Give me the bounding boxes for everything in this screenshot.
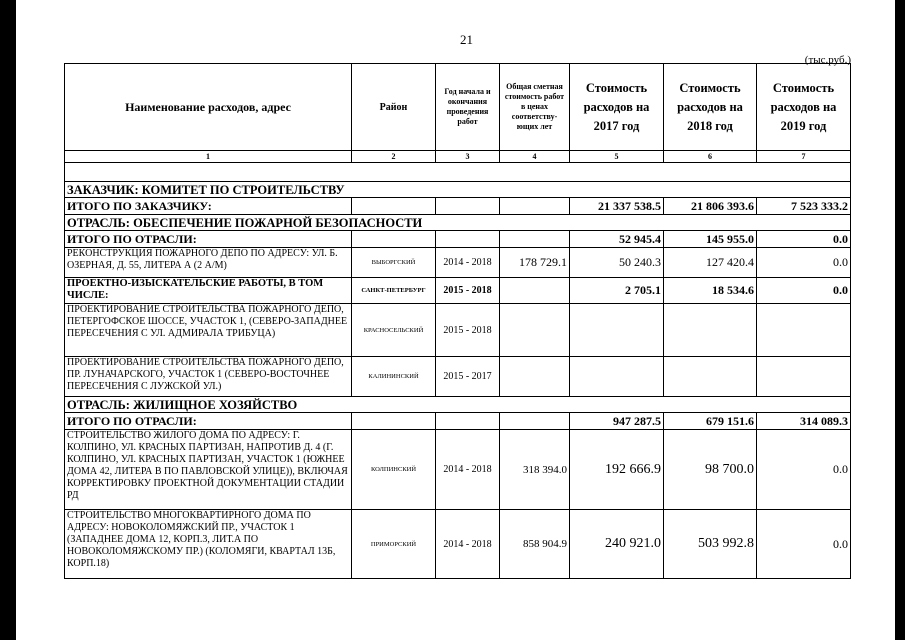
header-estimate: Общая сметная стоимость работ в ценах соответству-ющих лет — [500, 64, 570, 151]
column-number: 2 — [352, 151, 436, 163]
row-cost-2018: 98 700.0 — [664, 430, 757, 510]
customer-total-2018: 21 806 393.6 — [664, 198, 757, 215]
row-district: САНКТ-ПЕТЕРБУРГ — [352, 278, 436, 304]
row-cost-2019: 0.0 — [757, 430, 851, 510]
scan-border-left — [0, 0, 16, 640]
column-number: 1 — [65, 151, 352, 163]
header-cost-2018: Стоимость расходов на 2018 год — [664, 64, 757, 151]
customer-row — [65, 182, 851, 198]
sector-total-2017: 52 945.4 — [570, 231, 664, 248]
header-cost-2019: Стоимость расходов на 2019 год — [757, 64, 851, 151]
table-row — [65, 510, 851, 579]
row-period: 2014 - 2018 — [436, 510, 500, 579]
sector-total-2017: 947 287.5 — [570, 413, 664, 430]
expenses-table — [64, 63, 851, 579]
row-cost-2019 — [757, 357, 851, 397]
row-period: 2015 - 2017 — [436, 357, 500, 397]
empty-cell — [352, 413, 436, 430]
column-number: 5 — [570, 151, 664, 163]
empty-cell — [500, 413, 570, 430]
row-estimate: 858 904.9 — [500, 510, 570, 579]
row-period: 2015 - 2018 — [436, 304, 500, 357]
row-name: СТРОИТЕЛЬСТВО ЖИЛОГО ДОМА ПО АДРЕСУ: Г. КОЛПИНО, УЛ. КРАСНЫХ ПАРТИЗАН, НАПРОТИВ Д. 4 (Г. КОЛПИНО, УЛ. КРАСНЫХ ПАРТИЗАН, УЧАСТОК 1 (ЮЖНЕЕ ДОМА 42, ЛИТЕРА В ПО ПАВЛОВСКОЙ УЛИЦЕ)), ВКЛЮЧАЯ КОРРЕКТИРОВКУ ПРОЕКТНОЙ ДОКУМЕНТАЦИИ СТАДИИ РД — [65, 430, 352, 510]
row-cost-2018 — [664, 357, 757, 397]
sector-fire-title: ОТРАСЛЬ: ОБЕСПЕЧЕНИЕ ПОЖАРНОЙ БЕЗОПАСНОСТИ — [65, 215, 851, 231]
row-cost-2017: 50 240.3 — [570, 248, 664, 278]
row-estimate — [500, 357, 570, 397]
sector-total-2018: 145 955.0 — [664, 231, 757, 248]
row-name: ПРОЕКТНО-ИЗЫСКАТЕЛЬСКИЕ РАБОТЫ, В ТОМ ЧИСЛЕ: — [65, 278, 352, 304]
sector-total-label: ИТОГО ПО ОТРАСЛИ: — [65, 231, 352, 248]
row-cost-2017 — [570, 357, 664, 397]
row-cost-2017 — [570, 304, 664, 357]
units-label: (тыс.руб.) — [804, 54, 851, 66]
row-cost-2019: 0.0 — [757, 248, 851, 278]
table-row — [65, 357, 851, 397]
sector-fire-total-row — [65, 231, 851, 248]
row-name: РЕКОНСТРУКЦИЯ ПОЖАРНОГО ДЕПО ПО АДРЕСУ: УЛ. Б. ОЗЕРНАЯ, Д. 55, ЛИТЕРА А (2 А/М) — [65, 248, 352, 278]
table-row — [65, 304, 851, 357]
table-row — [65, 430, 851, 510]
sector-fire-row — [65, 215, 851, 231]
row-district: КОЛПИНСКИЙ — [352, 430, 436, 510]
sector-total-label: ИТОГО ПО ОТРАСЛИ: — [65, 413, 352, 430]
empty-cell — [352, 231, 436, 248]
row-period: 2015 - 2018 — [436, 278, 500, 304]
row-cost-2018 — [664, 304, 757, 357]
row-district: КРАСНОСЕЛЬСКИЙ — [352, 304, 436, 357]
customer-total-label: ИТОГО ПО ЗАКАЗЧИКУ: — [65, 198, 352, 215]
sector-total-2019: 314 089.3 — [757, 413, 851, 430]
row-district: ВЫБОРГСКИЙ — [352, 248, 436, 278]
column-number-row — [65, 151, 851, 163]
table-row — [65, 278, 851, 304]
row-estimate: 318 394.0 — [500, 430, 570, 510]
page-number: 21 — [460, 32, 473, 47]
row-cost-2019: 0.0 — [757, 278, 851, 304]
row-period: 2014 - 2018 — [436, 430, 500, 510]
empty-cell — [500, 231, 570, 248]
customer-total-2017: 21 337 538.5 — [570, 198, 664, 215]
empty-cell — [436, 198, 500, 215]
column-number: 4 — [500, 151, 570, 163]
empty-cell — [436, 413, 500, 430]
row-cost-2018: 503 992.8 — [664, 510, 757, 579]
customer-title: ЗАКАЗЧИК: КОМИТЕТ ПО СТРОИТЕЛЬСТВУ — [65, 182, 851, 198]
row-cost-2017: 240 921.0 — [570, 510, 664, 579]
row-name: СТРОИТЕЛЬСТВО МНОГОКВАРТИРНОГО ДОМА ПО АДРЕСУ: НОВОКОЛОМЯЖСКИЙ ПР., УЧАСТОК 1 (ЗАПАДНЕЕ ДОМА 12, КОРП.3, ЛИТ.А ПО НОВОКОЛОМЯЖСКОМУ ПР.) (КОЛОМЯГИ, КВАРТАЛ 13Б, КОРП.18) — [65, 510, 352, 579]
row-cost-2018: 127 420.4 — [664, 248, 757, 278]
row-cost-2017: 2 705.1 — [570, 278, 664, 304]
empty-cell — [500, 198, 570, 215]
header-name: Наименование расходов, адрес — [65, 64, 352, 151]
sector-housing-row — [65, 397, 851, 413]
row-name: ПРОЕКТИРОВАНИЕ СТРОИТЕЛЬСТВА ПОЖАРНОГО ДЕПО, ПР. ЛУНАЧАРСКОГО, УЧАСТОК 1 (СЕВЕРО-ВОСТОЧНЕЕ ПЕРЕСЕЧЕНИЯ С ЛУЖСКОЙ УЛ.) — [65, 357, 352, 397]
sector-total-2019: 0.0 — [757, 231, 851, 248]
sector-total-2018: 679 151.6 — [664, 413, 757, 430]
row-estimate — [500, 278, 570, 304]
header-cost-2017: Стоимость расходов на 2017 год — [570, 64, 664, 151]
header-period: Год начала и окончания проведения работ — [436, 64, 500, 151]
customer-total-2019: 7 523 333.2 — [757, 198, 851, 215]
spacer-cell — [65, 163, 851, 182]
row-estimate: 178 729.1 — [500, 248, 570, 278]
row-cost-2019 — [757, 304, 851, 357]
row-period: 2014 - 2018 — [436, 248, 500, 278]
empty-cell — [352, 198, 436, 215]
sector-housing-title: ОТРАСЛЬ: ЖИЛИЩНОЕ ХОЗЯЙСТВО — [65, 397, 851, 413]
row-cost-2018: 18 534.6 — [664, 278, 757, 304]
customer-total-row — [65, 198, 851, 215]
column-number: 3 — [436, 151, 500, 163]
spacer-row — [65, 163, 851, 182]
empty-cell — [436, 231, 500, 248]
column-number: 7 — [757, 151, 851, 163]
row-district: ПРИМОРСКИЙ — [352, 510, 436, 579]
row-estimate — [500, 304, 570, 357]
header-district: Район — [352, 64, 436, 151]
header-row — [65, 64, 851, 151]
row-cost-2017: 192 666.9 — [570, 430, 664, 510]
table-row — [65, 248, 851, 278]
row-cost-2019: 0.0 — [757, 510, 851, 579]
column-number: 6 — [664, 151, 757, 163]
sector-housing-total-row — [65, 413, 851, 430]
row-district: КАЛИНИНСКИЙ — [352, 357, 436, 397]
row-name: ПРОЕКТИРОВАНИЕ СТРОИТЕЛЬСТВА ПОЖАРНОГО ДЕПО, ПЕТЕРГОФСКОЕ ШОССЕ, УЧАСТОК 1, (СЕВЕРО-ЗАПАДНЕЕ ПЕРЕСЕЧЕНИЯ С УЛ. АДМИРАЛА ТРИБУЦА) — [65, 304, 352, 357]
scan-border-right — [895, 0, 905, 640]
